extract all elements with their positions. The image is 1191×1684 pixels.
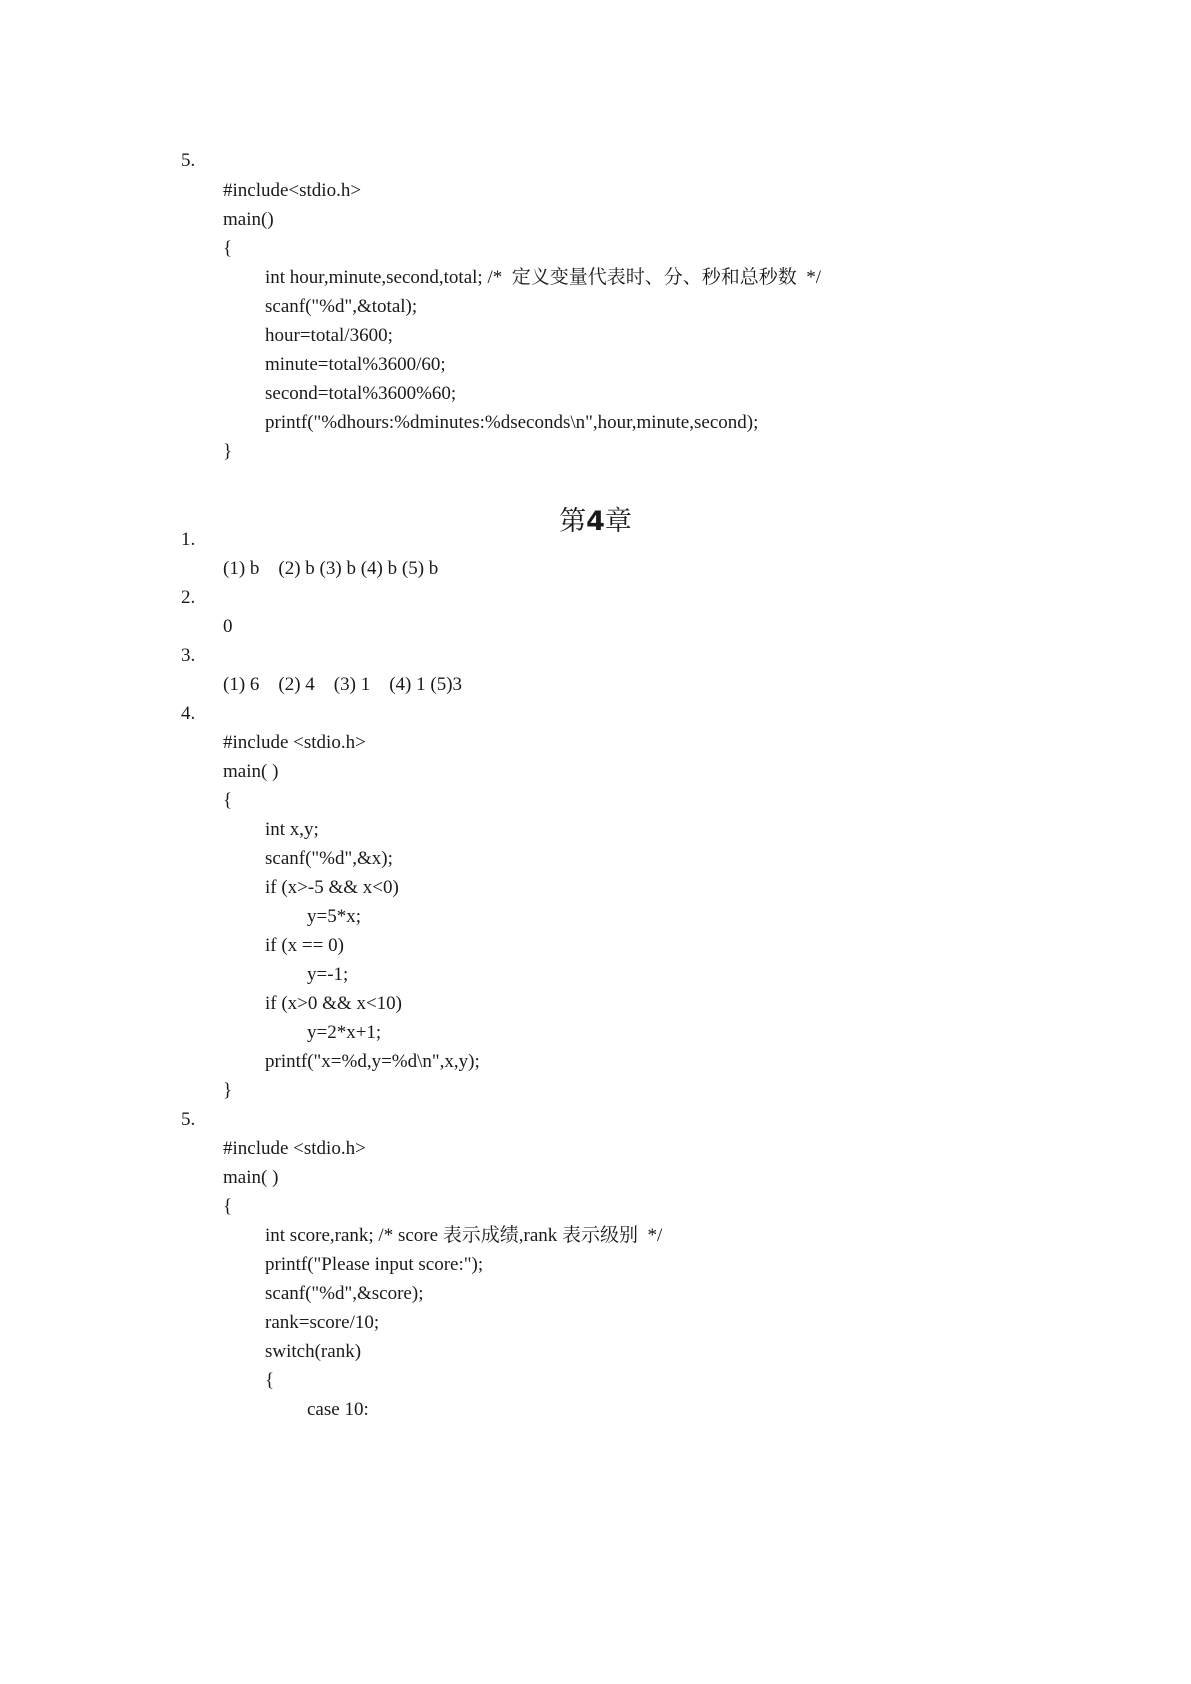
- question-number-3: 3.: [181, 645, 196, 666]
- code-line: main( ): [223, 1167, 279, 1188]
- code-line: {: [265, 1370, 275, 1391]
- code-line: {: [223, 790, 233, 811]
- code-line: if (x>0 && x<10): [265, 993, 402, 1014]
- code-line: if (x == 0): [265, 935, 344, 956]
- answer-1: (1) b (2) b (3) b (4) b (5) b: [223, 558, 439, 579]
- code-line: second=total%3600%60;: [265, 383, 457, 404]
- code-line: printf("Please input score:");: [265, 1254, 484, 1275]
- code-line: case 10:: [307, 1399, 369, 1420]
- code-line: scanf("%d",&x);: [265, 848, 393, 869]
- code-line: y=-1;: [307, 964, 349, 985]
- code-line: switch(rank): [265, 1341, 362, 1362]
- question-number-2: 2.: [181, 587, 196, 608]
- code-line: {: [223, 238, 233, 259]
- code-line: scanf("%d",&total);: [265, 296, 418, 317]
- code-line: int x,y;: [265, 819, 319, 840]
- answer-2: 0: [223, 616, 233, 637]
- question-number-4: 4.: [181, 703, 196, 724]
- question-number-5-prev: 5.: [181, 150, 196, 171]
- code-line: #include <stdio.h>: [223, 1138, 366, 1159]
- code-line: main(): [223, 209, 274, 230]
- question-number-1: 1.: [181, 529, 196, 550]
- code-line: if (x>-5 && x<0): [265, 877, 399, 898]
- code-line: main( ): [223, 761, 279, 782]
- code-line: y=2*x+1;: [307, 1022, 382, 1043]
- code-line: printf("x=%d,y=%d\n",x,y);: [265, 1051, 480, 1072]
- code-line: printf("%dhours:%dminutes:%dseconds\n",hour,minute,second);: [265, 412, 759, 433]
- chapter-heading: [0, 505, 1191, 539]
- chapter-number: 4: [586, 506, 605, 537]
- chapter-prefix: 第: [559, 506, 587, 537]
- code-line: #include <stdio.h>: [223, 732, 366, 753]
- answer-3: (1) 6 (2) 4 (3) 1 (4) 1 (5)3: [223, 674, 463, 695]
- code-line: int hour,minute,second,total; /* 定义变量代表时、分、秒和总秒数 */: [265, 267, 822, 288]
- code-line: scanf("%d",&score);: [265, 1283, 424, 1304]
- code-line: }: [223, 1080, 233, 1101]
- question-number-5: 5.: [181, 1109, 196, 1130]
- code-line: int score,rank; /* score 表示成绩,rank 表示级别 */: [265, 1225, 663, 1246]
- code-line: }: [223, 441, 233, 462]
- code-line: {: [223, 1196, 233, 1217]
- code-line: minute=total%3600/60;: [265, 354, 446, 375]
- chapter-suffix: 章: [604, 506, 632, 537]
- code-line: #include<stdio.h>: [223, 180, 362, 201]
- code-line: hour=total/3600;: [265, 325, 393, 346]
- code-line: y=5*x;: [307, 906, 361, 927]
- code-line: rank=score/10;: [265, 1312, 380, 1333]
